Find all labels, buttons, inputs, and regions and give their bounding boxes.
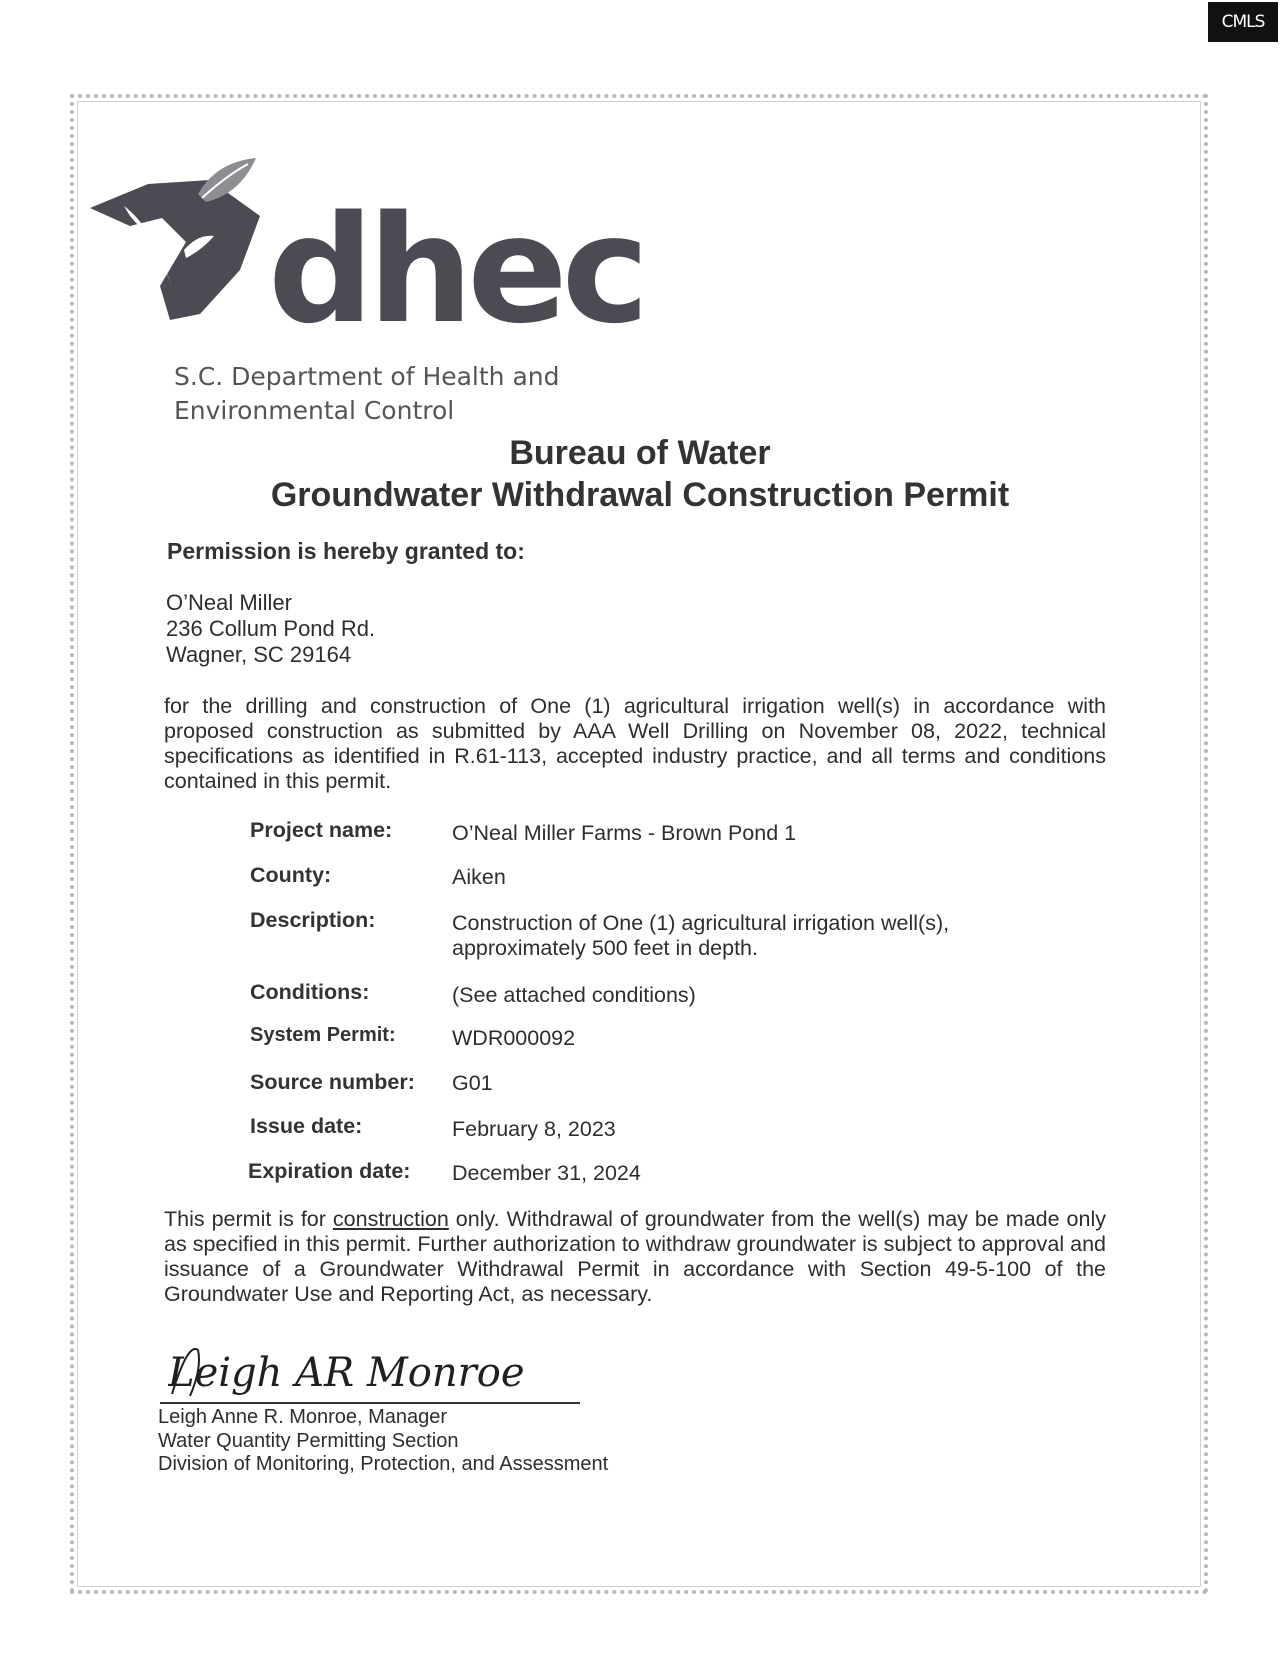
signer-name-title: Leigh Anne R. Monroe, Manager	[158, 1406, 448, 1428]
county-value: Aiken	[452, 865, 506, 889]
issue-date-value: February 8, 2023	[452, 1117, 616, 1141]
signer-block	[158, 1406, 608, 1477]
notice-prefix: This permit is for	[164, 1207, 333, 1231]
agency-line-2: Environmental Control	[174, 396, 455, 425]
system-permit-label: System Permit:	[250, 1024, 396, 1046]
permit-purpose: for the drilling and construction of One (1) agricultural irrigation well(s) in accordance with proposed construction as submitted by AAA Well Drilling on November 08, 2022, technical specifications as identified in R.61-113, accepted industry practice, and all terms and conditions contained in this permit.	[164, 694, 1106, 793]
conditions-label: Conditions:	[250, 980, 370, 1004]
dhec-wordmark: dhec	[268, 184, 644, 356]
description-line-2: approximately 500 feet in depth.	[452, 936, 758, 960]
signature-image	[168, 1338, 528, 1404]
permit-title: Groundwater Withdrawal Construction Permit	[270, 476, 1010, 514]
permittee-address	[166, 590, 375, 668]
granted-label: Permission is hereby granted to:	[167, 538, 525, 564]
system-permit-value: WDR000092	[452, 1026, 576, 1050]
permittee-name: O’Neal Miller	[166, 590, 292, 615]
expiration-date-value: December 31, 2024	[452, 1161, 641, 1185]
project-name-value: O’Neal Miller Farms - Brown Pond 1	[452, 821, 797, 845]
notice-emphasis: construction	[332, 1207, 449, 1231]
county-label: County:	[250, 863, 332, 887]
conditions-value: (See attached conditions)	[452, 983, 696, 1007]
agency-line-1: S.C. Department of Health and	[174, 362, 560, 391]
construction-notice	[164, 1207, 1106, 1307]
issue-date-label: Issue date:	[250, 1114, 363, 1138]
permittee-city: Wagner, SC 29164	[166, 642, 352, 667]
source-number-value: G01	[452, 1071, 493, 1095]
svg-text:Leigh AR Monroe: Leigh AR Monroe	[168, 1350, 525, 1396]
source-number-label: Source number:	[250, 1070, 415, 1094]
project-name-label: Project name:	[250, 818, 393, 842]
dhec-logo-icon	[90, 158, 270, 338]
signer-division: Division of Monitoring, Protection, and Assessment	[158, 1453, 609, 1475]
description-line-1: Construction of One (1) agricultural irrigation well(s),	[452, 911, 950, 935]
signature-line	[160, 1402, 580, 1404]
permittee-street: 236 Collum Pond Rd.	[166, 616, 376, 641]
description-label: Description:	[250, 908, 376, 932]
expiration-date-label: Expiration date:	[248, 1159, 411, 1183]
notice-suffix: only. Withdrawal of groundwater from the well(s) may be made only as specified in this permit. Further authorization to withdraw groundwater is subject to approval and issuance of a Groundwater Withdrawal Permit in accordance with Section 49-5-100 of the Groundwater Use and Reporting Act, as necessary.	[164, 1207, 1106, 1306]
agency-name	[174, 360, 560, 428]
description-value	[452, 911, 949, 961]
cmls-watermark: CMLS	[1208, 2, 1278, 42]
bureau-title: Bureau of Water	[509, 434, 771, 472]
signer-section: Water Quantity Permitting Section	[158, 1429, 459, 1452]
